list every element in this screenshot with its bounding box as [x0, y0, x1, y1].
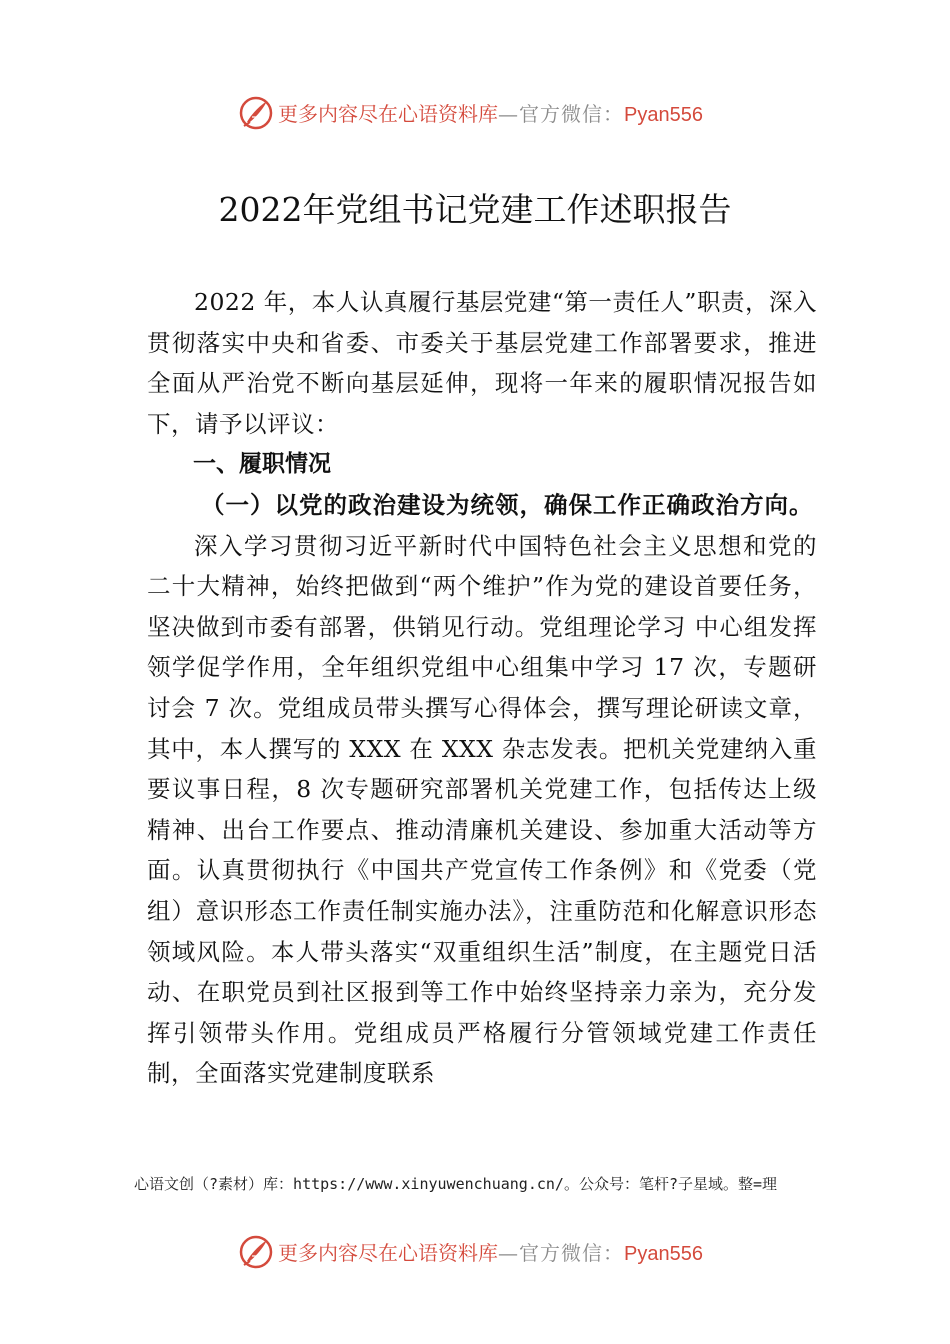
section-heading: 一、履职情况 [193, 451, 331, 478]
top-banner [0, 93, 950, 137]
banner-wechat-id: Pyan556 [624, 104, 703, 126]
quill-pen-logo-icon [238, 95, 274, 131]
banner-wechat-label: —官方微信： [498, 102, 624, 126]
body-paragraph: 深入学习贯彻习近平新时代中国特色社会主义思想和党的二十大精神，始终把做到“两个维护”作为党的建设首要任务，坚决做到市委有部署，供销见行动。党组理论学习 中心组发挥领学促学作用，全年组织党组中心组集中学习 17 次，专题研讨会 7 次。党组成员带头撰写心得体会，撰写理论研读文章，其中，本人撰写的 XXX 在 XXX 杂志发表。把机关党建纳入重要议事日程，8 次专题研究部署机关党建工作，包括传达上级精神、出台工作要点、推动清廉机关建设、参加重大活动等方面。认真贯彻执行《中国共产党宣传工作条例》和《党委（党组）意识形态工作责任制实施办法》，注重防范和化解意识形态领域风险。本人带头落实“双重组织生活”制度，在主题党日活动、在职党员到社区报到等工作中始终坚持亲力亲为，充分发挥引领带头作用。党组成员严格履行分管领域党建工作责任制，全面落实党建制度联系 [147, 531, 817, 1088]
bottom-banner [0, 1232, 950, 1276]
quill-pen-logo-icon [238, 1234, 274, 1270]
subsection-heading: （一）以党的政治建设为统领，确保工作正确政治方向。 [201, 490, 814, 519]
banner-site-name: 更多内容尽在心语资料库 [278, 102, 498, 126]
banner-text [278, 101, 703, 128]
intro-paragraph: 2022 年，本人认真履行基层党建“第一责任人”职责，深入贯彻落实中央和省委、市委关于基层党建工作部署要求，推进全面从严治党不断向基层延伸，现将一年来的履职情况报告如下，请予以评议： [147, 288, 817, 438]
document-title: 2022年党组书记党建工作述职报告 [218, 190, 732, 229]
banner-site-name: 更多内容尽在心语资料库 [278, 1241, 498, 1265]
banner-text [278, 1240, 703, 1267]
banner-wechat-id: Pyan556 [624, 1243, 703, 1265]
banner-wechat-label: —官方微信： [498, 1241, 624, 1265]
document-body [147, 282, 817, 1094]
footer-source-line: 心语文创（?素材）库：https://www.xinyuwenchuang.cn/。公众号：笔杆?子星域。整=理 [134, 1175, 778, 1193]
